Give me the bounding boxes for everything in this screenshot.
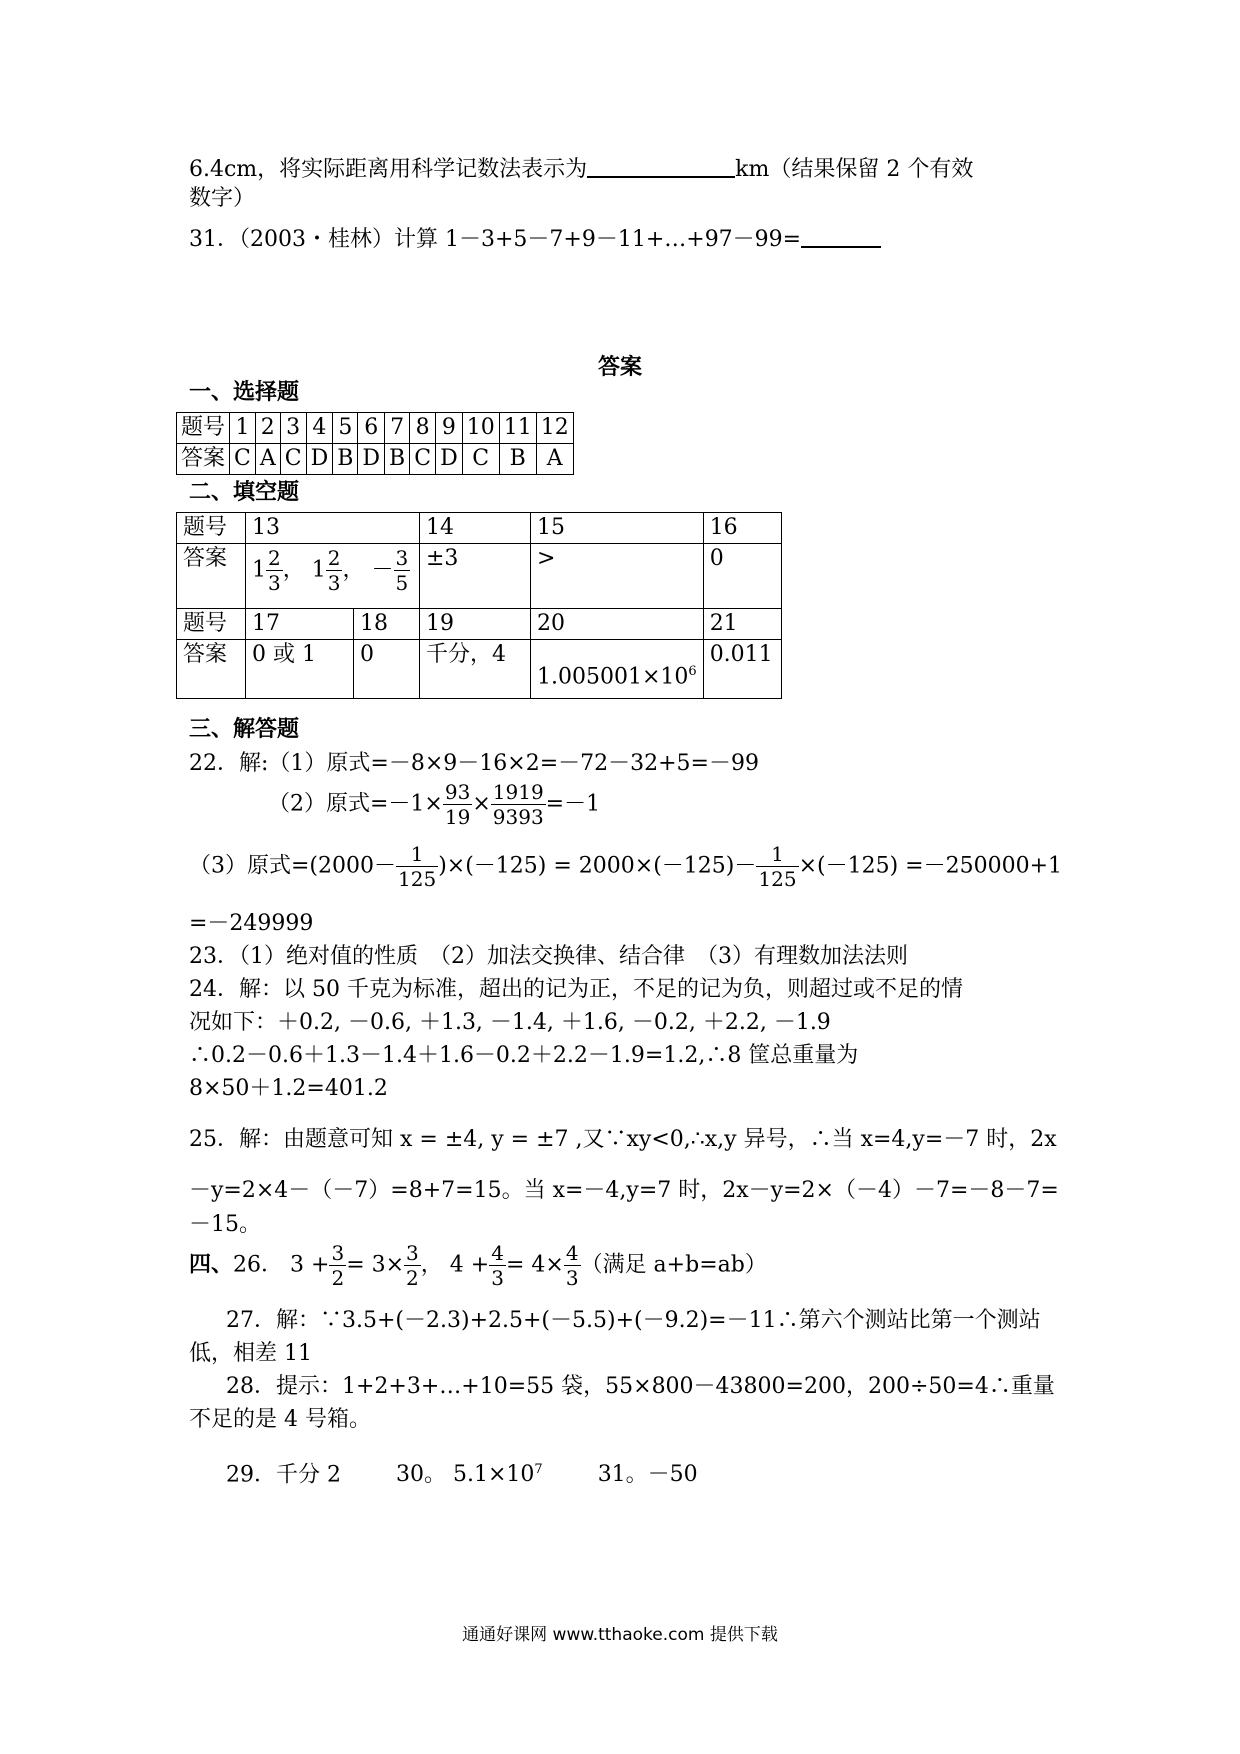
table-cell: ±3 [420,544,531,609]
fraction: $\frac{3}{2}$ [406,1241,419,1290]
answer-blank [801,222,881,248]
table-cell: 千分，4 [420,640,531,699]
q28-line1: 28．提示：1+2+3+…+10=55 袋，55×800－43800=200，200÷50=4∴重量 [226,1374,1055,1399]
table-header-cell: 答案 [177,444,230,475]
q27-line2: 低，相差 11 [189,1341,312,1366]
q24-line4: 8×50＋1.2=401.2 [189,1076,388,1101]
section-heading-choice: 一、选择题 [189,380,300,405]
table-cell: C [230,444,256,475]
table-cell: 9 [436,413,463,444]
footer-credit: 通通好课网 www.tthaoke.com 提供下载 [462,1625,778,1645]
q25-line2: －y=2×4－（－7）=8+7=15。当 x=－4,y=7 时，2x－y=2×（－4）－7=－8－7= [189,1178,1059,1203]
table-cell: 18 [354,609,420,640]
q22-line2: （2）原式=－1× $\frac{93}{19}$ × $\frac{1919}{9393}$ =－1 [268,780,601,829]
table-cell: B [333,444,358,475]
section-heading-fill: 二、填空题 [189,480,300,505]
table-cell: 20 [531,609,704,640]
table-cell: 10 [462,413,499,444]
table-cell: A [255,444,280,475]
q30-continuation: 数字） [189,186,256,211]
table-row [177,544,782,609]
table-cell: D [436,444,463,475]
q22-line4: =－249999 [189,911,314,936]
table-cell: 13 [246,513,420,544]
table-row [177,513,782,544]
table-cell: 4 [306,413,333,444]
table-cell: 6 [358,413,385,444]
q27-line1: 27．解：∵3.5+(－2.3)+2.5+(－5.5)+(－9.2)=－11∴第六个测站比第一个测站 [226,1308,1041,1333]
q24-line3: ∴0.2－0.6＋1.3－1.4＋1.6－0.2＋2.2－1.9=1.2,∴8 筐总重量为 [189,1043,859,1068]
table-cell: D [358,444,385,475]
table-cell: 19 [420,609,531,640]
fraction: $\frac{3}{5}$ [395,546,409,595]
table-cell: C [410,444,436,475]
table-cell: C [462,444,499,475]
table-header-cell: 答案 [177,544,246,609]
fraction: $\frac{1}{125}$ [398,842,437,891]
table-cell: 1 [230,413,256,444]
fraction: $\frac{4}{3}$ [565,1241,579,1290]
table-cell: D [306,444,333,475]
page-title: 答案 [597,355,642,380]
table-cell: 3 [280,413,306,444]
table-cell: 11 [499,413,536,444]
table-cell: 21 [703,609,781,640]
table-header-cell: 题号 [177,609,246,640]
table-row [177,640,782,699]
fraction: $\frac{93}{19}$ [444,780,471,829]
fraction: $\frac{3}{2}$ [331,1241,345,1290]
table-header-cell: 答案 [177,640,246,699]
table-cell: 14 [420,513,531,544]
table-cell: 0 [354,640,420,699]
table-cell: 8 [410,413,436,444]
table-row [177,609,782,640]
fraction: $\frac{4}{3}$ [491,1241,504,1290]
q25-line1: 25．解：由题意可知 x = ±4, y = ±7 ,又∵xy<0,∴x,y 异号，∴当 x=4,y=－7 时，2x [189,1127,1057,1152]
table-cell: 5 [333,413,358,444]
table-row [177,413,574,444]
table-cell: B [385,444,410,475]
table-header-cell: 题号 [177,513,246,544]
fill-answer-table [176,512,782,699]
answer-blank [587,152,735,178]
table-cell: 0 或 1 [246,640,354,699]
fraction: $\frac{1919}{9393}$ [492,780,544,829]
table-cell: 1 $\frac{2}{3}$ ， 1 $\frac{2}{3}$ ， － $\frac{3}{5}$ [246,544,420,609]
table-cell: 7 [385,413,410,444]
q23-line: 23．（1）绝对值的性质 （2）加法交换律、结合律 （3）有理数加法法则 [189,944,908,969]
q22-line1: 22．解:（1）原式=－8×9－16×2=－72－32+5=－99 [189,751,759,776]
fraction: $\frac{2}{3}$ [327,546,341,595]
q29-31-line: 29．千分 2 30。 $5.1\times 10^7$ 31。－50 [226,1462,698,1488]
fraction: $\frac{1}{125}$ [758,842,797,891]
fraction: $\frac{2}{3}$ [268,546,281,595]
q25-line3: －15。 [189,1212,261,1237]
q26-line: 四、26． 3 + $\frac{3}{2}$ = 3× $\frac{3}{2}$ ， 4 + $\frac{4}{3}$ = 4× $\frac{4}{3}$ （满足 a+b=ab） [189,1241,767,1290]
q28-line2: 不足的是 4 号箱。 [189,1407,371,1432]
table-cell: B [499,444,536,475]
table-cell: 2 [255,413,280,444]
table-cell: 15 [531,513,704,544]
table-cell: > [531,544,704,609]
q24-line1: 24．解：以 50 千克为标准，超出的记为正，不足的记为负，则超过或不足的情 [189,977,963,1002]
q30-line: 6.4cm，将实际距离用科学记数法表示为 km（结果保留 2 个有效 [189,152,973,185]
table-header-cell: 题号 [177,413,230,444]
q24-line2: 况如下：＋0.2, －0.6, ＋1.3, －1.4, ＋1.6, －0.2, ＋2.2, －1.9 [189,1010,831,1035]
table-cell: 17 [246,609,354,640]
table-cell: C [280,444,306,475]
q22-line3: （3）原式=(2000－ $\frac{1}{125}$ )×(－125) = 2000×(－125)－ $\frac{1}{125}$ ×(－125) =－250000+1 [189,842,1063,891]
section-heading-solve: 三、解答题 [189,717,300,742]
table-cell: 12 [536,413,573,444]
table-row [177,444,574,475]
table-cell: 16 [703,513,781,544]
choice-answer-table [176,412,574,475]
table-cell: $1.005001\times 10^6$ [531,640,704,699]
table-cell: 0.011 [703,640,781,699]
table-cell: A [536,444,573,475]
q31-line: 31．（2003・桂林）计算 1－3+5－7+9－11+…+97－99= [189,222,881,255]
table-cell: 0 [703,544,781,609]
